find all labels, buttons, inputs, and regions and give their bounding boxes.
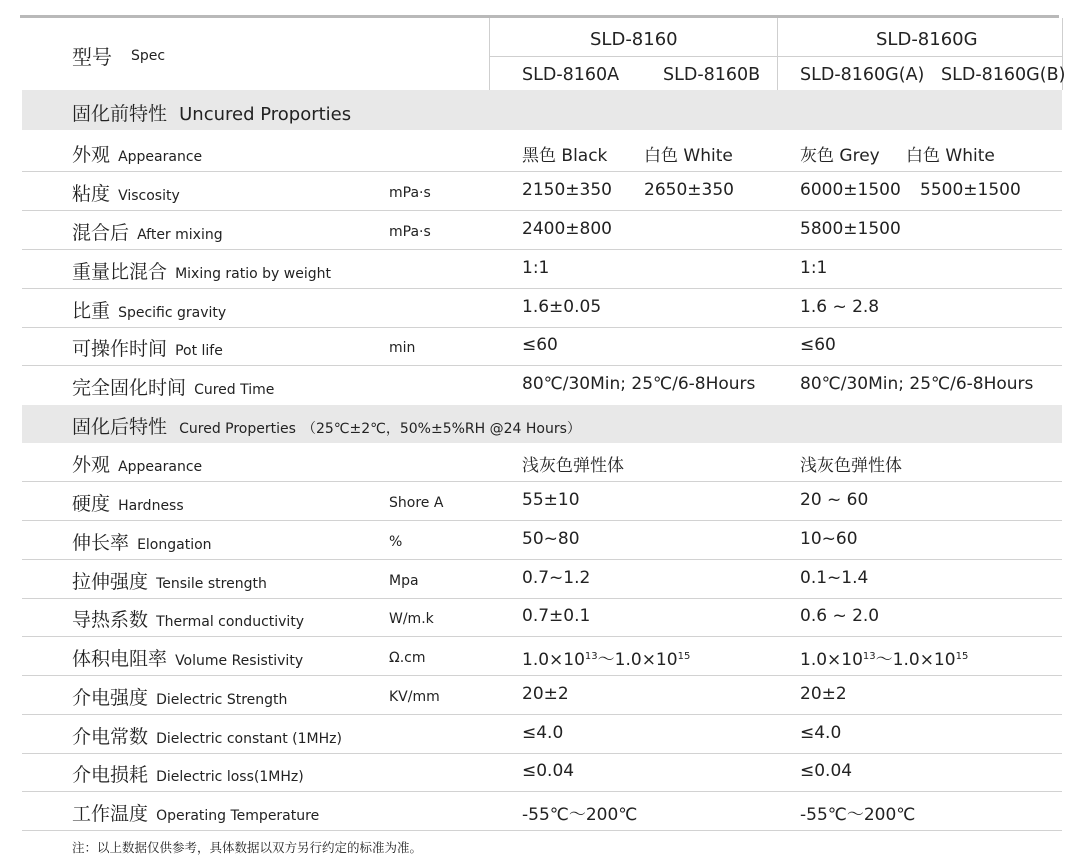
- property-label: 比重 Specific gravity: [72, 300, 227, 322]
- model-sld-8160: SLD-8160: [590, 29, 678, 50]
- value-sld-8160: 1:1: [522, 258, 550, 278]
- unit-label: KV/mm: [389, 689, 440, 705]
- value-sld-8160g: ≤60: [800, 335, 836, 355]
- variant-sld-8160g-b: SLD-8160G(B): [941, 65, 1066, 85]
- value-sld-8160g-b: 白色 White: [906, 146, 995, 166]
- value-sld-8160: 0.7±0.1: [522, 606, 591, 626]
- value-sld-8160g: 1.6 ~ 2.8: [800, 297, 880, 317]
- row-appearance-uncured: [0, 133, 1085, 172]
- property-label: 介电常数 Dielectric constant (1MHz): [72, 726, 342, 748]
- row-pot-life: [0, 327, 1085, 366]
- unit-label: min: [389, 340, 416, 356]
- row-dielectric-constant: [0, 715, 1085, 754]
- value-sld-8160g: -55℃～200℃: [800, 805, 916, 825]
- property-label: 外观 Appearance: [72, 454, 203, 476]
- value-sld-8160g: 10~60: [800, 529, 858, 549]
- value-sld-8160: 2400±800: [522, 219, 612, 239]
- value-sld-8160a: 黑色 Black: [522, 146, 608, 166]
- cured-title-zh: 固化后特性: [72, 416, 168, 438]
- row-appearance-cured: [0, 443, 1085, 482]
- row-after-mixing: [0, 211, 1085, 250]
- property-label: 介电损耗 Dielectric loss(1MHz): [72, 764, 304, 786]
- value-sld-8160g: 0.6 ~ 2.0: [800, 606, 880, 626]
- property-label: 混合后 After mixing: [72, 222, 223, 244]
- property-label: 伸长率 Elongation: [72, 532, 212, 554]
- value-sld-8160: ≤4.0: [522, 723, 564, 743]
- value-sld-8160: 20±2: [522, 684, 569, 704]
- property-label: 粘度 Viscosity: [72, 183, 180, 205]
- variant-sld-8160g-a: SLD-8160G(A): [800, 65, 925, 85]
- top-rule: [20, 15, 1059, 18]
- value-sld-8160: -55℃～200℃: [522, 805, 638, 825]
- unit-label: %: [389, 534, 403, 550]
- value-sld-8160: 55±10: [522, 490, 580, 510]
- header-divider-left: [489, 18, 490, 90]
- model-sld-8160g: SLD-8160G: [876, 29, 978, 50]
- value-sld-8160: 80℃/30Min; 25℃/6-8Hours: [522, 374, 756, 394]
- unit-label: Ω.cm: [389, 650, 426, 666]
- property-label: 体积电阻率 Volume Resistivity: [72, 648, 304, 670]
- property-label: 介电强度 Dielectric Strength: [72, 687, 288, 709]
- cured-title-conditions: （25℃±2℃，50%±5%RH @24 Hours）: [301, 421, 581, 437]
- property-label: 重量比混合 Mixing ratio by weight: [72, 261, 331, 283]
- value-sld-8160g-b: 5500±1500: [920, 180, 1021, 200]
- header-model-rule: [489, 56, 1062, 57]
- property-label: 完全固化时间 Cured Time: [72, 377, 275, 399]
- header-divider-middle: [777, 18, 778, 90]
- row-dielectric-loss: [0, 753, 1085, 792]
- value-sld-8160g: ≤4.0: [800, 723, 842, 743]
- unit-label: Shore A: [389, 495, 444, 511]
- property-label: 导热系数 Thermal conductivity: [72, 609, 305, 631]
- value-sld-8160g: ≤0.04: [800, 761, 853, 781]
- variant-sld-8160a: SLD-8160A: [522, 65, 620, 85]
- value-sld-8160g: 80℃/30Min; 25℃/6-8Hours: [800, 374, 1034, 394]
- property-label: 工作温度 Operating Temperature: [72, 803, 320, 825]
- value-sld-8160g: 5800±1500: [800, 219, 901, 239]
- row-rule: [22, 830, 1062, 831]
- uncured-section-title: [72, 99, 351, 126]
- row-cured-time: [0, 366, 1085, 405]
- row-hardness: [0, 482, 1085, 521]
- value-sld-8160g: 1:1: [800, 258, 828, 278]
- value-sld-8160g-a: 灰色 Grey: [800, 146, 880, 166]
- value-sld-8160: 浅灰色弹性体: [522, 456, 624, 476]
- cured-section-title: [72, 412, 581, 439]
- value-sld-8160: 50~80: [522, 529, 580, 549]
- value-sld-8160g-a: 6000±1500: [800, 180, 901, 200]
- property-label: 外观 Appearance: [72, 144, 203, 166]
- row-thermal-conductivity: [0, 598, 1085, 637]
- spec-label-zh: 型号: [72, 45, 112, 69]
- row-specific-gravity: [0, 289, 1085, 328]
- value-sld-8160: ≤0.04: [522, 761, 575, 781]
- row-operating-temperature: [0, 792, 1085, 831]
- cured-title-en: Cured Properties: [179, 421, 296, 437]
- value-sld-8160g: $1.0\times 10^{13}\sim 1.0\times 10^{15}$: [800, 650, 969, 670]
- value-sld-8160: $1.0\times 10^{13}\sim 1.0\times 10^{15}$: [522, 650, 691, 670]
- row-dielectric-strength: [0, 676, 1085, 715]
- footnote: 注：以上数据仅供参考，具体数据以双方另行约定的标准为准。: [72, 840, 423, 855]
- unit-label: W/m.k: [389, 611, 434, 627]
- value-sld-8160b: 白色 White: [644, 146, 733, 166]
- property-label: 拉伸强度 Tensile strength: [72, 571, 267, 593]
- value-sld-8160g: 20 ~ 60: [800, 490, 869, 510]
- uncured-title-en: Uncured Proporties: [179, 104, 352, 125]
- uncured-title-zh: 固化前特性: [72, 103, 168, 125]
- value-sld-8160: 1.6±0.05: [522, 297, 602, 317]
- row-volume-resistivity: [0, 637, 1085, 676]
- row-viscosity: [0, 172, 1085, 211]
- value-sld-8160g: 0.1~1.4: [800, 568, 869, 588]
- value-sld-8160: ≤60: [522, 335, 558, 355]
- variant-sld-8160b: SLD-8160B: [663, 65, 761, 85]
- spec-label-en: Spec: [131, 48, 166, 64]
- value-sld-8160a: 2150±350: [522, 180, 612, 200]
- unit-label: mPa·s: [389, 224, 431, 240]
- value-sld-8160g: 20±2: [800, 684, 847, 704]
- row-mixing-ratio: [0, 250, 1085, 289]
- value-sld-8160b: 2650±350: [644, 180, 734, 200]
- property-label: 硬度 Hardness: [72, 493, 184, 515]
- value-sld-8160: 0.7~1.2: [522, 568, 591, 588]
- unit-label: mPa·s: [389, 185, 431, 201]
- property-label: 可操作时间 Pot life: [72, 338, 223, 360]
- row-elongation: [0, 521, 1085, 560]
- row-tensile-strength: [0, 560, 1085, 599]
- unit-label: Mpa: [389, 573, 419, 589]
- value-sld-8160g: 浅灰色弹性体: [800, 456, 902, 476]
